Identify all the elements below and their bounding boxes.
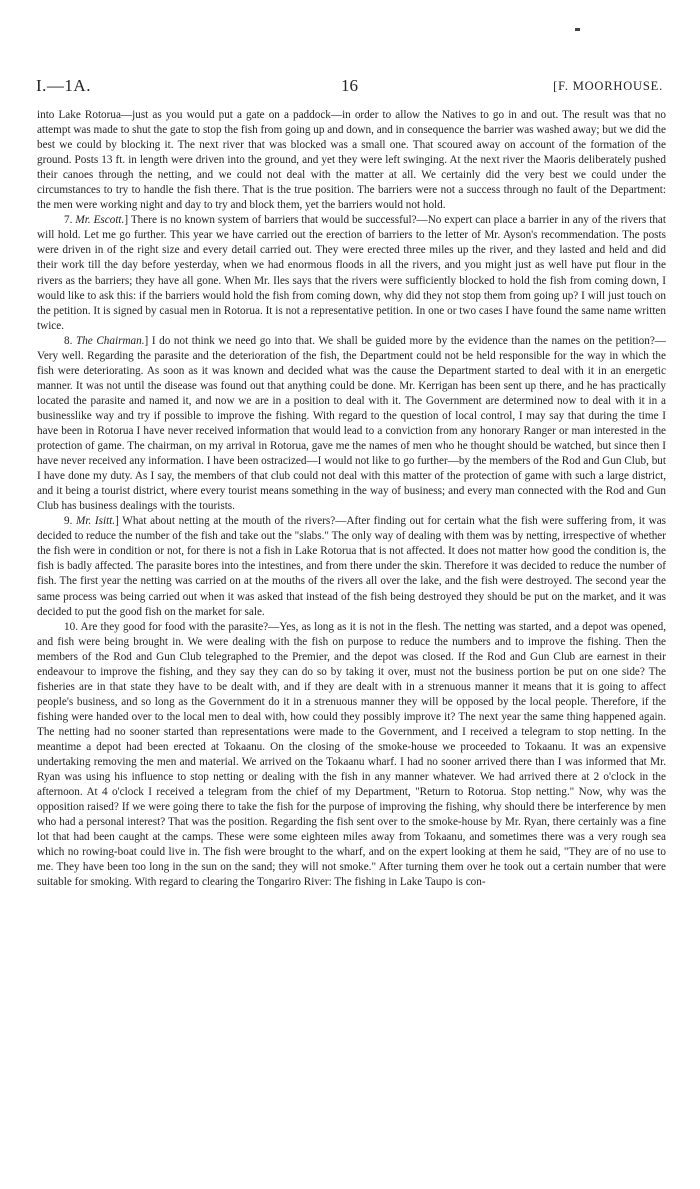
paragraph-continuation: into Lake Rotorua—just as you would put a gate on a paddock—in order to allow the Natives to go in and out. The result was that no attempt was made to shut the gate to stop the fish from going up and down, and in consequence the barrier was washed away; but we did the best we could by blocking it. The next river that was blocked was a small one. That scoured away on account of the formation of the ground. Posts 13 ft. in length were driven into the ground, and yet they were left swinging. At the next river the Maoris deliberately pushed their canoes through the netting, and we could not deal with the matter at all. We certainly did the very best we could under the circumstances to try to handle the fish there. That is the true position. The barriers were not a success through no fault of the Department: the men were working night and day to try and block them, yet the barriers would not hold.	[37, 109, 666, 212]
paragraph-8	[37, 334, 666, 515]
speaker: Mr. Isitt.	[76, 515, 116, 528]
paragraph-9	[37, 514, 666, 619]
paragraph-text: ] I do not think we need go into that. We shall be guided more by the evidence than the names on the petition?—Very well. Regarding the parasite and the deterioration of the fish, the Department could not be held responsible for the way in which the fish were deteriorating. As soon as it was known and decided what was the cause the Department started to deal with it in an energetic manner. It was not until the disease was found out that anything could be done. Mr. Kerrigan has been sent up there, and he has practically located the parasite and named it, and now we are in a position to deal with it. The Government are determined now to deal with it in a businesslike way and try if possible to improve the fishing. With regard to the question of local control, I may say that during the time I have been in Rotorua I have never received information that would lead to a conviction from any honorary Ranger or man interested in the protection of game. The chairman, on my arrival in Rotorua, gave me the names of men who he thought should be watched, but since then I have never received any information. I have been ostracized—I would not like to go further—by the members of the Rod and Gun Club, but I have done my duty. As I say, the members of that club could not deal with this matter of the protection of game with such a large district, and it being a tourist district, where every tourist means something in the way of business; and every man connected with the Rod and Gun Club has business dealings with the tourists.	[37, 334, 666, 513]
paragraph-number: 7.	[64, 214, 73, 227]
speaker: Mr. Escott.	[75, 214, 125, 227]
witness-name: [F. MOORHOUSE.	[553, 79, 663, 93]
paragraph-text: ] There is no known system of barriers that would be successful?—No expert can place a barrier in any of the rivers that will hold. Let me go further. This year we have carried out the erection of barriers to the letter of Mr. Ayson's recommendation. The posts were driven in of the right size and every detail carried out. They were erected three miles up the river, and they lasted and held and did their work till the day before yesterday, when we had enormous floods in all the rivers, and you might just as well have put flour in the rivers as the barriers; they have all gone. When Mr. Iles says that the rivers were sufficiently blocked to hold the fish from coming down, I would like to ask this: if the barriers would hold the fish from coming down, why did they not stop them from going up? I will just touch on the petition. It is signed by casual men in Rotorua. It is not a representative petition. In one or two cases I have found the same name written twice.	[37, 214, 667, 332]
paragraph-text: ] What about netting at the mouth of the rivers?—After finding out for certain what the fish were suffering from, it was decided to reduce the number of the fish and take out the "slabs." The only way of dealing with them was by netting, irrespective of whether the fish were in condition or not, for there is not a fish in Lake Rotorua that is not affected. It does not matter how good the condition is, the fish is badly affected. The parasite bores into the intestines, and from there under the skin. Therefore it was decided to reduce the number of fish. The first year the netting was carried on at the mouths of the rivers all over the lake, and the fish were destroyed. The second year the same process was being carried out when it was asked that instead of the fish being destroyed they should be put on the market, and it was decided to put the good fish on the market for sale.	[37, 515, 667, 618]
paragraph-number: 9.	[64, 515, 73, 528]
paragraph-text: Are they good for food with the parasite?—Yes, as long as it is not in the flesh. The netting was started, and a depot was opened, and fish were being brought in. We were dealing with the fish on purpose to reduce the numbers and to improve the fishing. Then the members of the Rod and Gun Club telegraphed to the Premier, and the depot was closed. If the Rod and Gun Club are earnest in their endeavour to improve the fishing, and they say they can do so by taking it over, must not the business portion be put on one side? The fisheries are in that state they have to be dealt with, and if they are dealt with in a strenuous manner it means that it is going to affect people's business, and so long as the Government do it in a strenuous manner they will be opposed by the local people. Therefore, if the fishing were handed over to the local men to deal with, how could they possibly improve it? The next year the same thing happened again. The netting had no sooner started than representations were made to the Government, and I received a telegram to stop netting. In the meantime a depot had been erected at Tokaanu. On the closing of the smoke-house we proceeded to Tokaanu. It was an expensive undertaking removing the men and material. We arrived on the Tokaanu wharf. I had no sooner arrived there than I was informed that Mr. Ryan was using his influence to stop netting or dealing with the fish in any manner whatever. We had arrived there at 2 o'clock in the afternoon. At 4 o'clock I received a telegram from the chief of my Department, "Return to Rotorua. Stop netting." Now, why was the opposition raised? If we were going there to take the fish for the purpose of improving the fishing, why should there be interference by men who had a personal interest? That was the position. Regarding the fish sent over to the smoke-house by Mr. Ryan, there certainly was a fine lot that had been caught at the camps. These were some eighteen miles away from Tokaanu, and sometimes there was a very rough sea which no rowing-boat could live in. The fish were brought to the wharf, and on the expert looking at them he said, "They are of no use to me. They have been too long in the sun on the sand; they will not smoke." After turning them over he took out a certain number that were suitable for smoking. With regard to clearing the Tongariro River: The fishing in Lake Taupo is con-	[37, 620, 666, 889]
body-text	[37, 108, 666, 890]
page-header	[36, 76, 663, 100]
paragraph-10	[37, 620, 666, 891]
paragraph-7	[37, 213, 666, 333]
paragraph-number: 8.	[64, 334, 73, 347]
scan-mark	[575, 28, 580, 31]
page-number: 16	[341, 76, 358, 95]
paragraph-number: 10.	[64, 620, 78, 633]
document-reference: I.—1A.	[36, 76, 91, 95]
speaker: The Chairman.	[75, 334, 145, 347]
